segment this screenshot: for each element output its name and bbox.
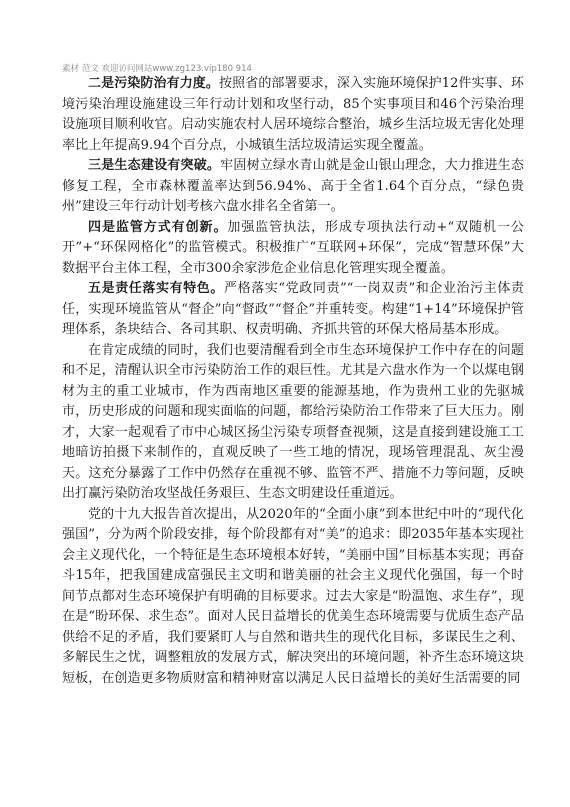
body-text xyxy=(62,74,524,689)
paragraph-text: 党的十九大报告首次提出，从2020年的“全面小康”到本世纪中叶的“现代化强国”，分为两个阶段安排，每个阶段都有对“美”的追求：即2035年基本实现社会主义现代化，一个特征是生态环境根本好转，“美丽中国”目标基本实现；再奋斗15年，把我国建成富强民主文明和谐美丽的社会主义现代化强国，每一个时间节点都对生态环境保护有明确的目标要求。过去大家是“盼温饱、求生存”，现在是“盼环保、求生态”。面对人民日益增长的优美生态环境需要与优质生态产品供给不足的矛盾，我们要紧盯人与自然和谐共生的现代化目标，多谋民生之利、多解民生之忧，调整粗放的发展方式，解决突出的环境问题，补齐生态环境这块短板，在创造更多物质财富和精神财富以满足人民日益增长的美好生活需要的同 xyxy=(62,506,524,686)
paragraph-ecology xyxy=(62,156,524,218)
paragraph-text: 牢固树立绿水青山就是金山银山理念，大力推进生态修复工程，全市森林覆盖率达到56.94%、高于全省1.64个百分点，“绿色贵州”建设三年行动计划考核六盘水排名全省第一。 xyxy=(62,158,524,214)
paragraph-lead: 五是责任落实有特色。 xyxy=(88,281,225,296)
paragraph-problems xyxy=(62,341,524,505)
paragraph-supervision xyxy=(62,218,524,280)
paragraph-text: 严格落实“党政同责”“一岗双责”和企业治污主体责任，实现环境监管从“督企”向“督政”“督企”并重转变。构建“1+14”环境保护管理体系，条块结合、各司其职、权责明确、齐抓共管的环保大格局基本形成。 xyxy=(62,281,524,337)
paragraph-pollution xyxy=(62,74,524,156)
paragraph-text: 按照省的部署要求，深入实施环境保护12件实事、环境污染治理设施建设三年行动计划和攻坚行动，85个实事项目和46个污染治理设施项目顺利收官。启动实施农村人居环境综合整治，城乡生活垃圾无害化处理率比上年提高9.94个百分点，小城镇生活垃圾清运实现全覆盖。 xyxy=(62,76,524,153)
paragraph-lead: 三是生态建设有突破。 xyxy=(88,158,221,173)
paragraph-text: 加强监管执法，形成专项执法行动+“双随机一公开”+“环保网格化”的监管模式。积极推广“互联网+环保”，完成“智慧环保”大数据平台主体工程，全市300余家涉危企业信息化管理实现全覆盖。 xyxy=(62,219,524,276)
paragraph-text: 在肯定成绩的同时，我们也要清醒看到全市生态环境保护工作中存在的问题和不足，清醒认识全市污染防治工作的艰巨性。尤其是六盘水作为一个以煤电钢材为主的重工业城市，作为西南地区重要的能源基地，作为贵州工业的先驱城市，历史形成的问题和现实面临的问题，都给污染防治工作带来了巨大压力。刚才，大家一起观看了市中心城区扬尘污染专项督查视频，这是直接到建设施工工地暗访拍摄下来制作的，直观反映了一些工地的情况，现场管理混乱、灰尘漫天。这充分暴露了工作中仍然存在重视不够、监管不严、措施不力等问题，反映出打赢污染防治攻坚战任务艰巨、生态文明建设任重道远。 xyxy=(62,342,524,501)
paragraph-lead: 四是监管方式有创新。 xyxy=(88,219,228,235)
paragraph-nineteenth-congress xyxy=(62,505,524,690)
paragraph-responsibility xyxy=(62,279,524,341)
paragraph-lead: 二是污染防治有力度。 xyxy=(88,76,220,91)
watermark-text: 素材 范文 欢迎访问网站www.zg123.vip180 914 xyxy=(62,64,252,74)
